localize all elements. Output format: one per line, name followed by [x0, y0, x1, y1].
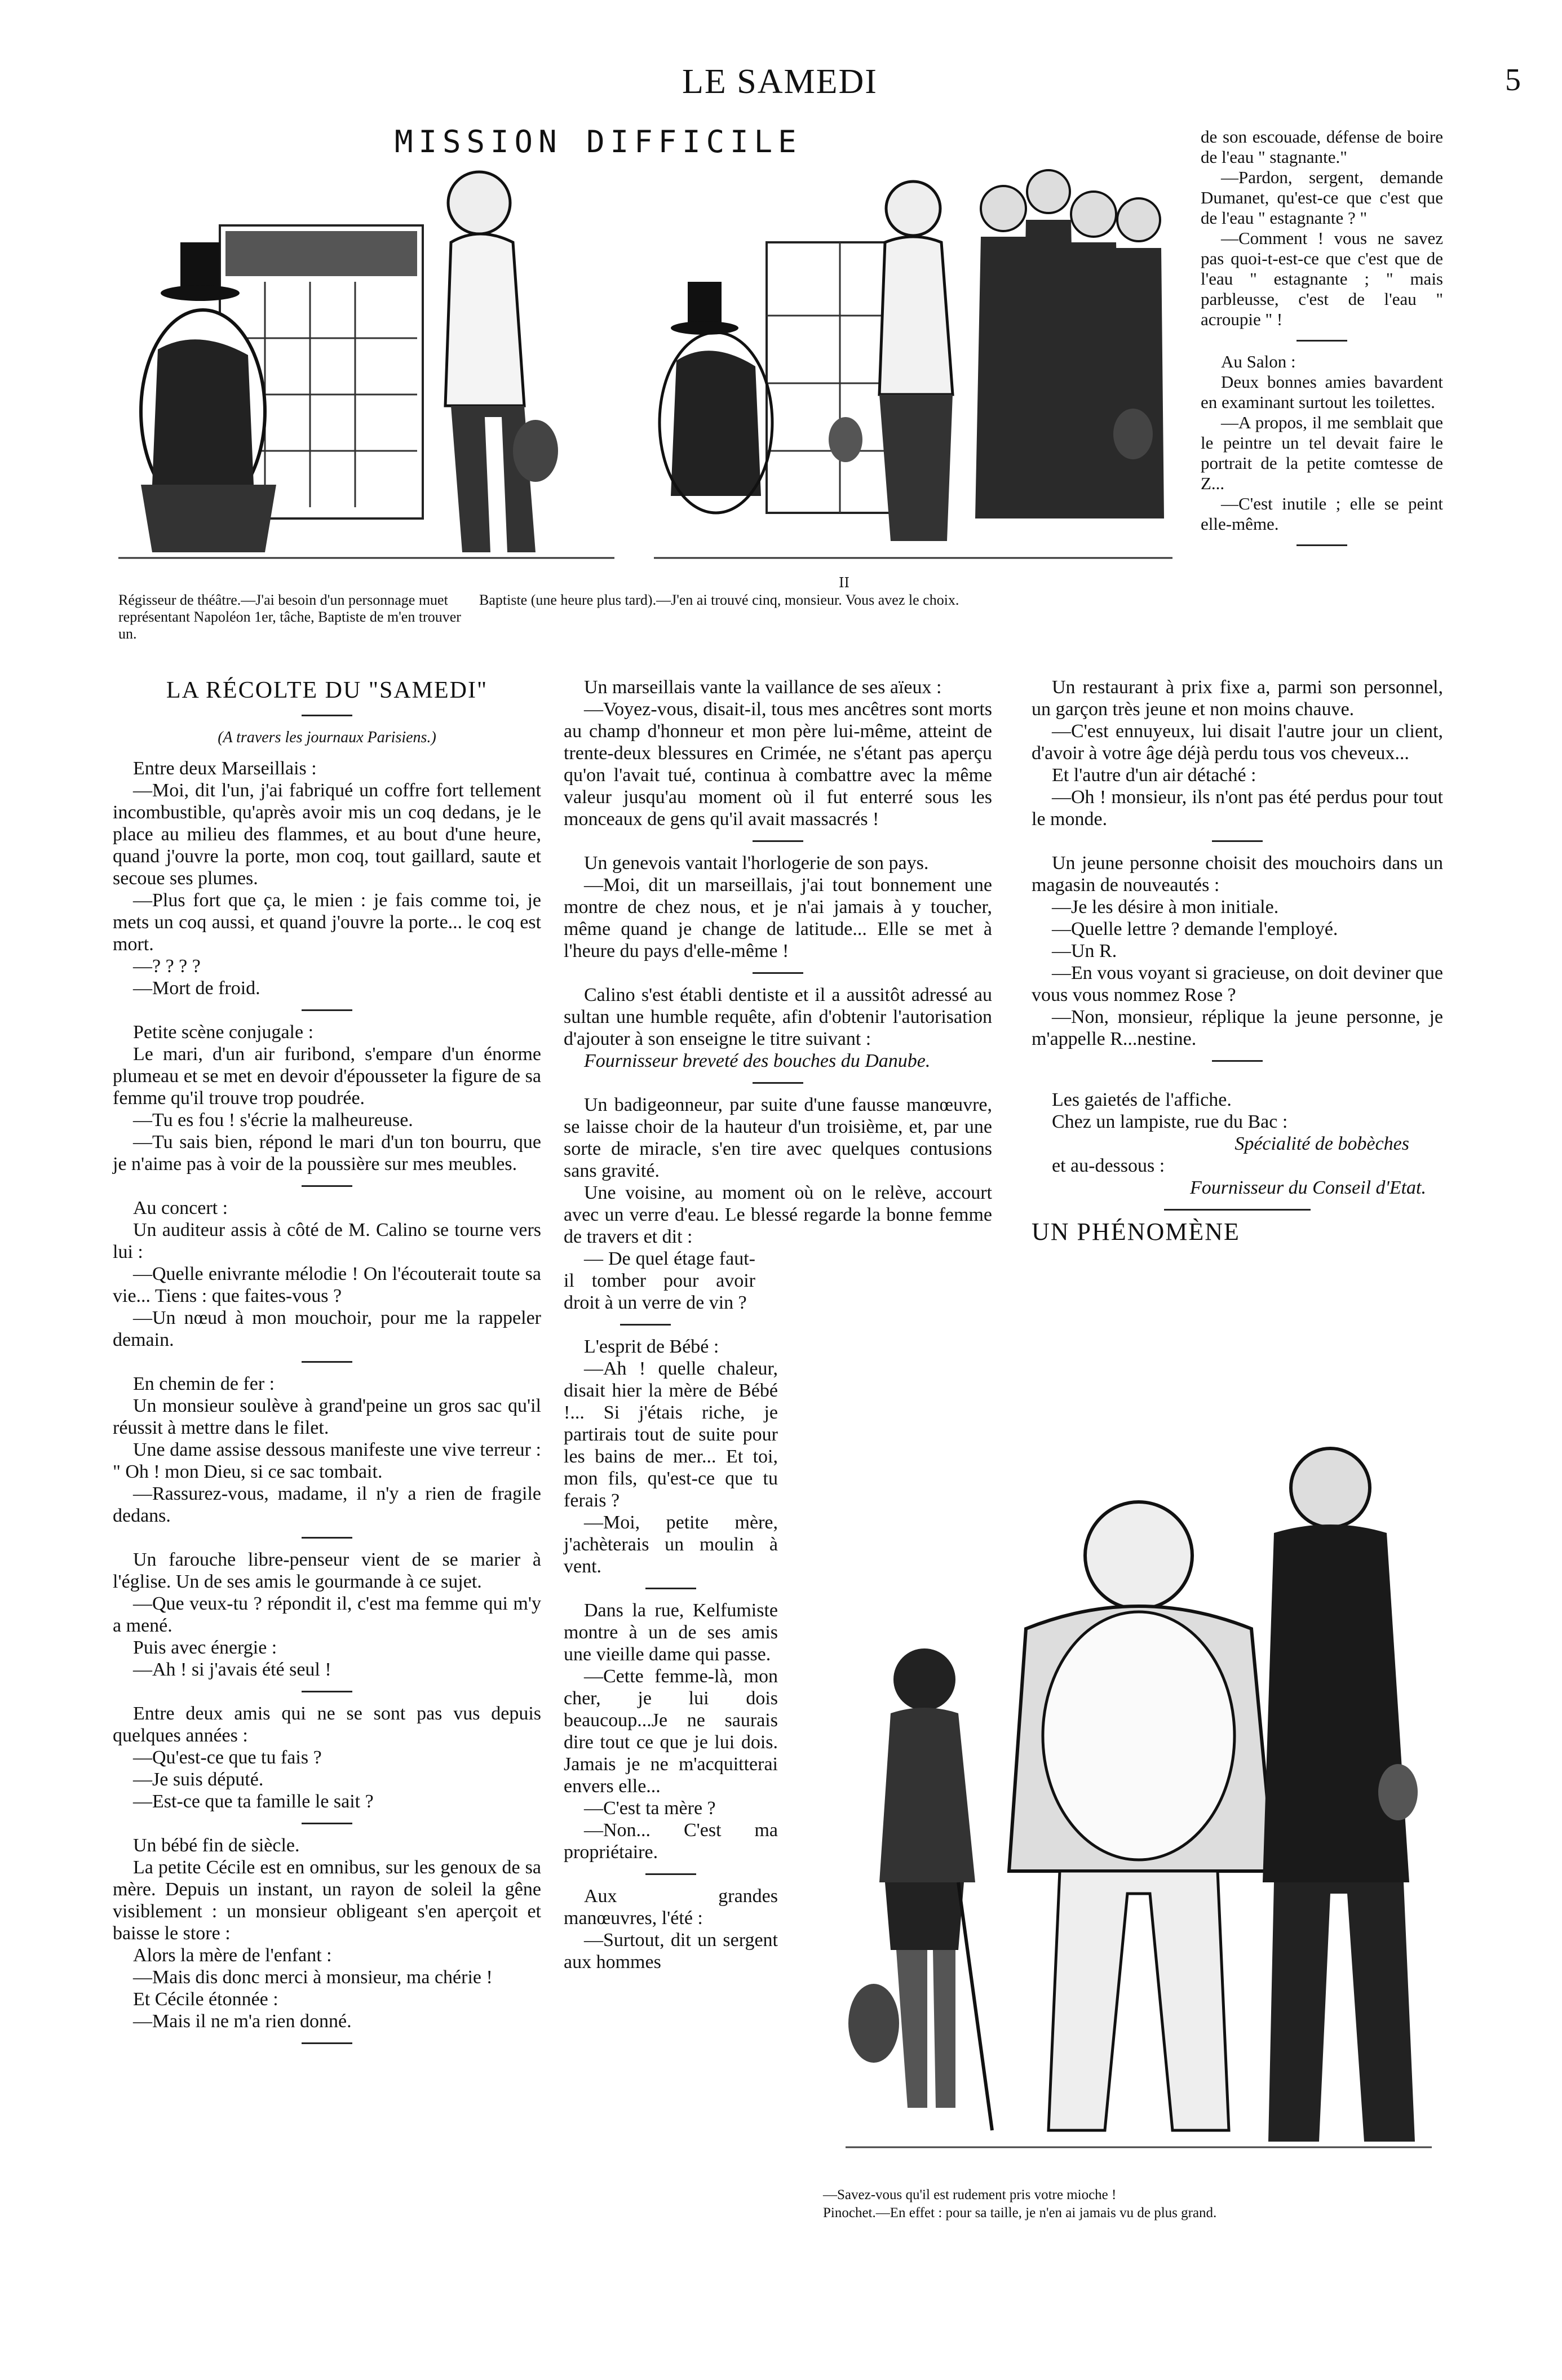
phenomene-caption-2: Pinochet.—En effet : pour sa taille, je n'en ai jamais vu de plus grand.: [823, 2205, 1217, 2221]
comic-panel-2-caption: Baptiste (une heure plus tard).—J'en ai trouvé cinq, monsieur. Vous avez le choix.: [479, 592, 959, 608]
paragraph: Dans la rue, Kelfumiste montre à un de ses amis une vieille dame qui passe.: [564, 1600, 778, 1665]
paragraph: —C'est ennuyeux, lui disait l'autre jour un client, d'avoir à votre âge déjà perdu tous vos cheveux...: [1032, 721, 1443, 764]
paragraph: —Rassurez-vous, madame, il n'y a rien de fragile dedans.: [113, 1483, 541, 1526]
paragraph: Et l'autre d'un air détaché :: [1052, 765, 1256, 786]
paragraph: —En vous voyant si gracieuse, on doit deviner que vous vous nommez Rose ?: [1032, 963, 1444, 1005]
separator: [302, 1009, 352, 1011]
separator: [1212, 840, 1263, 842]
paragraph: Un farouche libre-penseur vient de se marier à l'église. Un de ses amis le gourmande à ce sujet.: [113, 1549, 541, 1592]
paragraph: —Qu'est-ce que tu fais ?: [133, 1747, 322, 1768]
paragraph: Un jeune personne choisit des mouchoirs dans un magasin de nouveautés :: [1032, 853, 1443, 896]
paragraph: Alors la mère de l'enfant :: [133, 1945, 332, 1966]
separator: [645, 1873, 696, 1875]
separator: [620, 1324, 671, 1326]
paragraph: Entre deux Marseillais :: [133, 758, 317, 779]
paragraph: —Tu sais bien, répond le mari d'un ton bourru, que je n'aime pas à voir de la poussière sur mes meubles.: [113, 1132, 541, 1175]
separator: [1296, 340, 1347, 342]
paragraph: —Non... C'est ma propriétaire.: [564, 1820, 778, 1863]
paragraph: — De quel étage faut-il tomber pour avoir droit à un verre de vin ?: [564, 1248, 755, 1313]
paragraph: —Mais dis donc merci à monsieur, ma chérie !: [133, 1967, 493, 1988]
paragraph: Deux bonnes amies bavardent en examinant surtout les toilettes.: [1201, 372, 1443, 412]
paragraph: —Non, monsieur, réplique la jeune personne, je m'appelle R...nestine.: [1032, 1007, 1443, 1049]
phenomene-illustration: [823, 1443, 1443, 2175]
paragraph: Aux grandes manœuvres, l'été :: [564, 1886, 778, 1929]
paragraph: Un genevois vantait l'horlogerie de son pays.: [584, 853, 929, 874]
separator: [645, 1588, 696, 1589]
paragraph: Spécialité de bobèches: [1234, 1133, 1409, 1154]
comic-panel-2-illustration: [654, 169, 1184, 575]
paragraph: —Est-ce que ta famille le sait ?: [133, 1791, 374, 1812]
paragraph: —C'est ta mère ?: [584, 1798, 716, 1819]
separator: [753, 840, 803, 842]
separator: [302, 1823, 352, 1824]
paragraph: Un bébé fin de siècle.: [133, 1835, 300, 1856]
paragraph: —Ah ! si j'avais été seul !: [133, 1659, 331, 1680]
paragraph: Un marseillais vante la vaillance de ses aïeux :: [584, 677, 942, 698]
paragraph: de son escouade, défense de boire de l'eau " stagnante.": [1201, 127, 1443, 167]
paragraph: Un restaurant à prix fixe a, parmi son personnel, un garçon très jeune et non moins chauve.: [1032, 677, 1443, 720]
comic-panel-1-caption: Régisseur de théâtre.—J'ai besoin d'un personnage muet représentant Napoléon 1er, tâche, Baptiste de m'en trouver un.: [118, 592, 461, 642]
paragraph: —Quelle lettre ? demande l'employé.: [1052, 919, 1338, 939]
paragraph: Les gaietés de l'affiche.: [1052, 1089, 1232, 1110]
section-subheading: (A travers les journaux Parisiens.): [218, 729, 436, 746]
paragraph: Le mari, d'un air furibond, s'empare d'un énorme plumeau et se met en devoir d'épousseter la figure de sa femme qu'il trouve trop poudrée.: [113, 1044, 541, 1109]
paragraph: —Un nœud à mon mouchoir, pour me la rappeler demain.: [113, 1308, 541, 1350]
paragraph: —Comment ! vous ne savez pas quoi-t-est-ce que c'est que de l'eau " estagnante ; " mais parbleusse, c'est de l'eau " acroupie " !: [1201, 228, 1443, 329]
paragraph: —Tu es fou ! s'écrie la malheureuse.: [133, 1110, 413, 1131]
paragraph: —A propos, il me semblait que le peintre un tel devait faire le portrait de la petite comtesse de Z...: [1201, 413, 1443, 493]
phenomene-caption-1: —Savez-vous qu'il est rudement pris votre mioche !: [823, 2187, 1117, 2202]
paragraph: En chemin de fer :: [133, 1373, 275, 1394]
paragraph: Petite scène conjugale :: [133, 1022, 314, 1043]
paragraph: Au Salon :: [1221, 352, 1296, 371]
paragraph: —Surtout, dit un sergent aux hommes: [564, 1930, 778, 1973]
paragraph: —Moi, dit un marseillais, j'ai tout bonnement une montre de chez nous, et je n'ai jamais à y toucher, même quand je change de latitude... Elle se met à l'heure du pays d'elle-même !: [564, 875, 992, 961]
paragraph: —Moi, dit l'un, j'ai fabriqué un coffre fort tellement incombustible, qu'après avoir mis un coq dedans, je le place au milieu des flammes, et au bout d'une heure, quand j'ouvre la porte, mon coq, tout gaillard, saute et secoue ses plumes.: [113, 780, 541, 889]
paragraph: Entre deux amis qui ne se sont pas vus depuis quelques années :: [113, 1703, 541, 1746]
separator: [1296, 544, 1347, 546]
paragraph: Fournisseur du Conseil d'Etat.: [1189, 1177, 1426, 1198]
paragraph: —Cette femme-là, mon cher, je lui dois beaucoup...Je ne saurais dire tout ce que je lui dois. Jamais je ne m'acquitterai envers elle...: [564, 1666, 778, 1797]
paragraph: —Oh ! monsieur, ils n'ont pas été perdus pour tout le monde.: [1032, 787, 1443, 830]
comic-mission-difficile: [118, 124, 1184, 642]
separator: [302, 1361, 352, 1363]
separator: [753, 972, 803, 974]
paragraph: Chez un lampiste, rue du Bac :: [1052, 1111, 1288, 1132]
paragraph: Puis avec énergie :: [133, 1637, 277, 1658]
column-3: [1032, 676, 1444, 1246]
paragraph: Une voisine, au moment où on le relève, accourt avec un verre d'eau. Le blessé regarde la bonne femme de travers et dit :: [564, 1182, 992, 1247]
paragraph: Fournisseur breveté des bouches du Danube.: [584, 1051, 931, 1071]
paragraph: —Voyez-vous, disait-il, tous mes ancêtres sont morts au champ d'honneur et mon père lui-même, atteint de trente-deux blessures en Crimée, ne s'étant pas aperçu qu'on l'avait tué, continua à combattre avec la même valeur jusqu'au moment où il fut enterré sous les monceaux de gens qu'il avait massacrés !: [564, 699, 992, 830]
paragraph: —Que veux-tu ? répondit il, c'est ma femme qui m'y a mené.: [113, 1593, 541, 1636]
paragraph: La petite Cécile est en omnibus, sur les genoux de sa mère. Depuis un instant, un rayon de soleil la gêne visiblement : un monsieur obligeant s'en aperçoit et baisse le store :: [113, 1857, 541, 1944]
paragraph: —Moi, petite mère, j'achèterais un moulin à vent.: [564, 1512, 778, 1577]
section-heading: LA RÉCOLTE DU "SAMEDI": [166, 677, 488, 703]
separator: [753, 1082, 803, 1084]
page-header-title: LE SAMEDI: [682, 63, 878, 101]
comic-title: MISSION DIFFICILE: [395, 124, 802, 159]
comic-panel-1-illustration: [118, 169, 626, 575]
paragraph: —Quelle enivrante mélodie ! On l'écouterait toute sa vie... Tiens : que faites-vous ?: [113, 1264, 541, 1306]
separator: [1164, 1209, 1311, 1211]
paragraph: —Mort de froid.: [133, 978, 260, 999]
page-number: 5: [1505, 63, 1521, 97]
separator: [302, 1691, 352, 1692]
paragraph: —Je les désire à mon initiale.: [1052, 897, 1279, 918]
separator: [302, 2042, 352, 2044]
paragraph: —? ? ? ?: [133, 956, 201, 977]
paragraph: Au concert :: [133, 1198, 228, 1218]
paragraph: —Plus fort que ça, le mien : je fais comme toi, je mets un coq aussi, et quand j'ouvre la porte... le coq est mort.: [113, 890, 541, 955]
paragraph: et au-dessous :: [1052, 1155, 1165, 1176]
paragraph: —C'est inutile ; elle se peint elle-même.: [1201, 494, 1443, 534]
paragraph: Une dame assise dessous manifeste une vive terreur : " Oh ! mon Dieu, si ce sac tombait.: [113, 1439, 541, 1482]
separator: [302, 1185, 352, 1187]
paragraph: —Un R.: [1052, 941, 1117, 961]
paragraph: —Pardon, sergent, demande Dumanet, qu'est-ce que c'est que de l'eau " estagnante ? ": [1201, 167, 1443, 228]
paragraph: Et Cécile étonnée :: [133, 1989, 278, 2010]
paragraph: Un auditeur assis à côté de M. Calino se tourne vers lui :: [113, 1220, 541, 1262]
separator: [1212, 1060, 1263, 1062]
phenomene-title: UN PHÉNOMÈNE: [1032, 1218, 1240, 1246]
separator: [302, 715, 352, 716]
column-1: [113, 676, 541, 2054]
paragraph: —Mais il ne m'a rien donné.: [133, 2011, 352, 2032]
paragraph: Un badigeonneur, par suite d'une fausse manœuvre, se laisse choir de la hauteur d'un troisième, et, par une sorte de miracle, s'en tire avec quelques contusions sans gravité.: [564, 1094, 992, 1181]
paragraph: Calino s'est établi dentiste et il a aussitôt adressé au sultan une humble requête, afin d'obtenir l'autorisation d'ajouter à son enseigne le titre suivant :: [564, 985, 992, 1049]
separator: [302, 1537, 352, 1539]
paragraph: —Ah ! quelle chaleur, disait hier la mère de Bébé !... Si j'étais riche, je partirais tout de suite pour les bains de mer... Et toi, mon fils, qu'est-ce que tu ferais ?: [564, 1358, 778, 1511]
paragraph: Un monsieur soulève à grand'peine un gros sac qu'il réussit à mettre dans le filet.: [113, 1395, 541, 1438]
comic-panel-2-number: II: [839, 575, 849, 591]
right-top-column: [1201, 127, 1443, 556]
paragraph: L'esprit de Bébé :: [584, 1336, 719, 1357]
paragraph: —Je suis député.: [133, 1769, 264, 1790]
